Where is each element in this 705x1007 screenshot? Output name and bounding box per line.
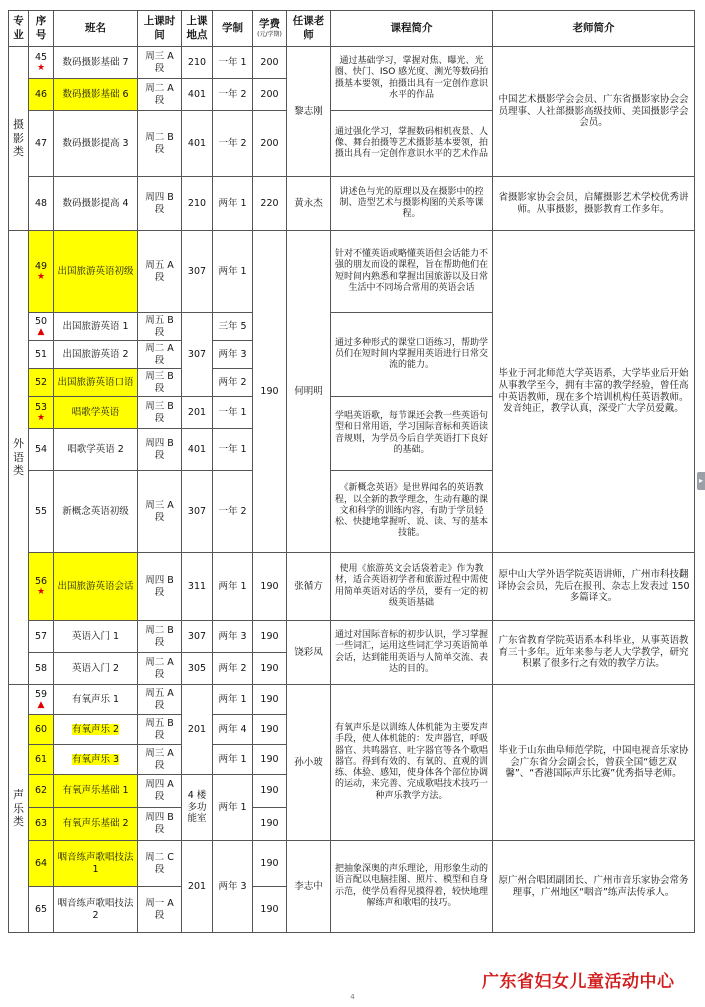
class-name-cell: 有氧声乐 2 <box>54 715 138 745</box>
star-icon: ★ <box>36 271 46 282</box>
class-name-cell: 新概念英语初级 <box>54 471 138 553</box>
teacher-desc-cell: 中国艺术摄影学会会员、广东省摄影家协会会员理事、人社部摄影高级技师、美国摄影学会会员。 <box>493 47 695 177</box>
star-icon: ★ <box>36 412 46 423</box>
fee-cell: 190 <box>253 231 287 553</box>
time-cell: 周二 A 段 <box>138 79 182 111</box>
class-name-cell: 英语入门 1 <box>54 621 138 653</box>
duration-cell: 两年 1 <box>213 177 253 231</box>
header-class-name: 班名 <box>54 11 138 47</box>
class-name-cell: 咽音练声歌唱技法 1 <box>54 841 138 887</box>
seq-cell: 48 <box>29 177 54 231</box>
time-cell: 周五 B 段 <box>138 313 182 341</box>
duration-cell: 两年 2 <box>213 369 253 397</box>
duration-cell: 一年 2 <box>213 111 253 177</box>
seq-cell: 61 <box>29 745 54 775</box>
time-cell: 周三 B 段 <box>138 369 182 397</box>
major-language: 外语类 <box>9 231 29 685</box>
time-cell: 周三 A 段 <box>138 471 182 553</box>
fee-cell: 190 <box>253 887 287 933</box>
location-cell: 307 <box>182 621 213 653</box>
header-teacher: 任课老师 <box>287 11 331 47</box>
fee-cell: 190 <box>253 653 287 685</box>
table-header-row <box>9 11 695 47</box>
fee-cell: 190 <box>253 553 287 621</box>
course-desc-cell: 通过基础学习，掌握对焦、曝光、光圈、快门、ISO 感光度、测光等数码拍摄基本要领，拍摄出具有一定创作意识水平的作品 <box>331 47 493 111</box>
teacher-desc-cell: 省摄影家协会会员，启耀摄影艺术学校优秀讲师。从事摄影，摄影教育工作多年。 <box>493 177 695 231</box>
course-desc-cell: 使用《旅游英文会话袋着走》作为教材，适合英语初学者和旅游过程中需使用简单英语对话的学员，要有一定的初级英语基础 <box>331 553 493 621</box>
duration-cell: 两年 1 <box>213 745 253 775</box>
header-fee-unit: (元/学期) <box>257 31 282 39</box>
duration-cell: 一年 1 <box>213 429 253 471</box>
duration-cell: 两年 3 <box>213 841 253 933</box>
fee-cell: 220 <box>253 177 287 231</box>
class-name-cell: 出国旅游英语会话 <box>54 553 138 621</box>
class-name-cell: 唱歌学英语 <box>54 397 138 429</box>
seq-cell: 64 <box>29 841 54 887</box>
duration-cell: 两年 1 <box>213 775 253 841</box>
time-cell: 周二 B 段 <box>138 111 182 177</box>
teacher-cell: 李志中 <box>287 841 331 933</box>
duration-cell: 两年 2 <box>213 653 253 685</box>
time-cell: 周五 A 段 <box>138 231 182 313</box>
header-fee <box>253 11 287 47</box>
teacher-desc-cell: 原广州合唱团副团长、广州市音乐家协会常务理事，广州地区“咽音”练声法传承人。 <box>493 841 695 933</box>
time-cell: 周三 A 段 <box>138 47 182 79</box>
teacher-cell: 孙小玻 <box>287 685 331 841</box>
duration-cell: 一年 1 <box>213 397 253 429</box>
table-row <box>9 621 695 653</box>
table-row <box>9 685 695 715</box>
major-music: 声乐类 <box>9 685 29 933</box>
location-cell: 311 <box>182 553 213 621</box>
star-icon: ★ <box>36 586 46 597</box>
next-page-arrow-icon[interactable]: ▸ <box>697 472 705 490</box>
star-icon: ★ <box>36 62 46 73</box>
duration-cell: 两年 1 <box>213 231 253 313</box>
class-name-cell: 数码摄影基础 7 <box>54 47 138 79</box>
fee-cell: 190 <box>253 621 287 653</box>
header-fee-label: 学费 <box>259 18 280 31</box>
teacher-desc-cell: 原中山大学外语学院英语讲师，广州市科技翻译协会会员，先后在报刊、杂志上发表过 150 多篇译文。 <box>493 553 695 621</box>
course-desc-cell: 有氧声乐是以训练人体机能为主要发声手段，使人体机能的：发声器官，呼吸器官、共鸣器官、吐字器官等各个歌唱器官。得到有效的、有氧的、直观的训练、体验、感知，使身体各个部位协调的运动，来完善、完成歌唱技术技巧一种声乐教学方法。 <box>331 685 493 841</box>
fee-cell: 190 <box>253 775 287 808</box>
duration-cell: 一年 2 <box>213 79 253 111</box>
fee-cell: 200 <box>253 79 287 111</box>
seq-cell: 60 <box>29 715 54 745</box>
time-cell: 周三 A 段 <box>138 745 182 775</box>
header-time: 上课时间 <box>138 11 182 47</box>
duration-cell: 一年 2 <box>213 471 253 553</box>
location-cell: 401 <box>182 111 213 177</box>
course-desc-cell: 讲述色与光的原理以及在摄影中的控制、造型艺术与摄影构图的关系等课程。 <box>331 177 493 231</box>
time-cell: 周四 A 段 <box>138 775 182 808</box>
teacher-cell: 何明明 <box>287 231 331 553</box>
location-cell: 201 <box>182 685 213 775</box>
teacher-desc-cell: 毕业于河北师范大学英语系，大学毕业后开始从事教学至今，拥有丰富的教学经验，曾任高中英语教师，现在多个培训机构任英语教师。发音纯正，教学认真，深受广大学员爱戴。 <box>493 231 695 553</box>
duration-cell: 一年 1 <box>213 47 253 79</box>
teacher-cell: 饶彩凤 <box>287 621 331 685</box>
location-cell: 201 <box>182 397 213 429</box>
duration-cell: 两年 1 <box>213 685 253 715</box>
time-cell: 周四 B 段 <box>138 553 182 621</box>
table-row <box>9 841 695 887</box>
seq-cell: 46 <box>29 79 54 111</box>
class-name-cell: 数码摄影基础 6 <box>54 79 138 111</box>
teacher-cell: 黎志刚 <box>287 47 331 177</box>
location-cell: 307 <box>182 313 213 397</box>
header-course-intro: 课程简介 <box>331 11 493 47</box>
time-cell: 周二 A 段 <box>138 653 182 685</box>
duration-cell: 两年 1 <box>213 553 253 621</box>
triangle-icon: ▲ <box>37 699 45 710</box>
seq-cell: 57 <box>29 621 54 653</box>
teacher-desc-cell: 广东省教育学院英语系本科毕业，从事英语教育三十多年。近年来参与老人大学教学，研究积累了很多行之有效的教学方法。 <box>493 621 695 685</box>
course-desc-cell: 学唱英语歌，每节课还会教一些英语句型和日常用语，学习国际音标和英语读音规则，为学员今后自学英语打下良好的基础。 <box>331 397 493 471</box>
fee-cell: 200 <box>253 47 287 79</box>
header-location: 上课地点 <box>182 11 213 47</box>
fee-cell: 190 <box>253 685 287 715</box>
time-cell: 周四 B 段 <box>138 429 182 471</box>
fee-cell: 190 <box>253 841 287 887</box>
triangle-icon: ▲ <box>37 326 45 337</box>
location-cell: 401 <box>182 79 213 111</box>
table-row <box>9 231 695 313</box>
duration-cell: 三年 5 <box>213 313 253 341</box>
fee-cell: 190 <box>253 808 287 841</box>
course-schedule-table <box>8 10 695 933</box>
header-duration: 学制 <box>213 11 253 47</box>
major-photo: 摄影类 <box>9 47 29 231</box>
seq-cell: 49 ★ <box>29 231 54 313</box>
location-cell: 210 <box>182 47 213 79</box>
time-cell: 周二 A 段 <box>138 341 182 369</box>
class-name-cell: 咽音练声歌唱技法 2 <box>54 887 138 933</box>
footer-organization: 广东省妇女儿童活动中心 <box>482 972 675 992</box>
class-name-cell: 英语入门 2 <box>54 653 138 685</box>
page-number: 4 <box>350 993 355 1001</box>
class-name-cell: 出国旅游英语 2 <box>54 341 138 369</box>
fee-cell: 190 <box>253 715 287 745</box>
time-cell: 周一 A 段 <box>138 887 182 933</box>
time-cell: 周五 A 段 <box>138 685 182 715</box>
course-desc-cell: 通过强化学习，掌握数码相机夜景、人像、舞台拍摄等艺术摄影基本要领，拍摄出具有一定创作意识水平的艺术作品 <box>331 111 493 177</box>
class-name-cell: 有氧声乐 3 <box>54 745 138 775</box>
seq-cell: 65 <box>29 887 54 933</box>
course-desc-cell: 通过对国际音标的初步认识，学习掌握一些词汇，运用这些词汇学习英语简单会话，达到能用英语与人简单交流、表达的目的。 <box>331 621 493 685</box>
location-cell: 307 <box>182 471 213 553</box>
class-name-cell: 数码摄影提高 3 <box>54 111 138 177</box>
time-cell: 周二 B 段 <box>138 621 182 653</box>
table-row <box>9 47 695 79</box>
seq-cell: 54 <box>29 429 54 471</box>
time-cell: 周四 B 段 <box>138 177 182 231</box>
seq-cell: 52 <box>29 369 54 397</box>
seq-cell: 55 <box>29 471 54 553</box>
class-name-cell: 有氧声乐基础 1 <box>54 775 138 808</box>
location-cell: 307 <box>182 231 213 313</box>
class-name-cell: 有氧声乐 1 <box>54 685 138 715</box>
time-cell: 周二 C 段 <box>138 841 182 887</box>
table-row <box>9 553 695 621</box>
fee-cell: 190 <box>253 745 287 775</box>
seq-cell: 58 <box>29 653 54 685</box>
seq-cell: 51 <box>29 341 54 369</box>
header-seq: 序号 <box>29 11 54 47</box>
time-cell: 周五 B 段 <box>138 715 182 745</box>
header-major: 专业 <box>9 11 29 47</box>
seq-cell: 45 ★ <box>29 47 54 79</box>
time-cell: 周三 B 段 <box>138 397 182 429</box>
class-name-cell: 出国旅游英语 1 <box>54 313 138 341</box>
seq-cell: 47 <box>29 111 54 177</box>
teacher-cell: 黄永杰 <box>287 177 331 231</box>
location-cell: 210 <box>182 177 213 231</box>
fee-cell: 200 <box>253 111 287 177</box>
seq-cell: 56 ★ <box>29 553 54 621</box>
seq-cell: 53 ★ <box>29 397 54 429</box>
seq-cell: 50 ▲ <box>29 313 54 341</box>
teacher-cell: 张循方 <box>287 553 331 621</box>
teacher-desc-cell: 毕业于山东曲阜师范学院，中国电视音乐家协会广东省分会副会长，曾获全国“德艺双馨”、“香港国际声乐比赛”优秀指导老师。 <box>493 685 695 841</box>
course-desc-cell: 针对不懂英语或略懂英语但会话能力不强的朋友而设的课程，旨在帮助他们在短时间内熟悉和掌握出国旅游以及日常生活中不同场合常用的英语会话 <box>331 231 493 313</box>
duration-cell: 两年 3 <box>213 621 253 653</box>
course-desc-cell: 把抽象深奥的声乐理论，用形象生动的语言配以电脑挂图、照片、模型和自身示范，使学员看得见摸得着，较快地理解练声和歌唱的技巧。 <box>331 841 493 933</box>
duration-cell: 两年 4 <box>213 715 253 745</box>
seq-cell: 62 <box>29 775 54 808</box>
location-cell: 201 <box>182 841 213 933</box>
duration-cell: 两年 3 <box>213 341 253 369</box>
course-desc-cell: 通过多种形式的课堂口语练习，帮助学员们在短时间内掌握用英语进行日常交流的能力。 <box>331 313 493 397</box>
course-desc-cell: 《新概念英语》是世界闻名的英语教程，以全新的教学理念，生动有趣的课文和科学的训练内容，有助于学员轻松、快捷地掌握听、说、读、写的基本技能。 <box>331 471 493 553</box>
time-cell: 周四 B 段 <box>138 808 182 841</box>
class-name-cell: 唱歌学英语 2 <box>54 429 138 471</box>
location-cell: 305 <box>182 653 213 685</box>
class-name-cell: 出国旅游英语口语 <box>54 369 138 397</box>
location-cell: 401 <box>182 429 213 471</box>
class-name-cell: 有氧声乐基础 2 <box>54 808 138 841</box>
class-name-cell: 出国旅游英语初级 <box>54 231 138 313</box>
class-name-cell: 数码摄影提高 4 <box>54 177 138 231</box>
header-teacher-intro: 老师简介 <box>493 11 695 47</box>
seq-cell: 63 <box>29 808 54 841</box>
seq-cell: 59 ▲ <box>29 685 54 715</box>
table-row <box>9 177 695 231</box>
location-cell: 4 楼多功能室 <box>182 775 213 841</box>
